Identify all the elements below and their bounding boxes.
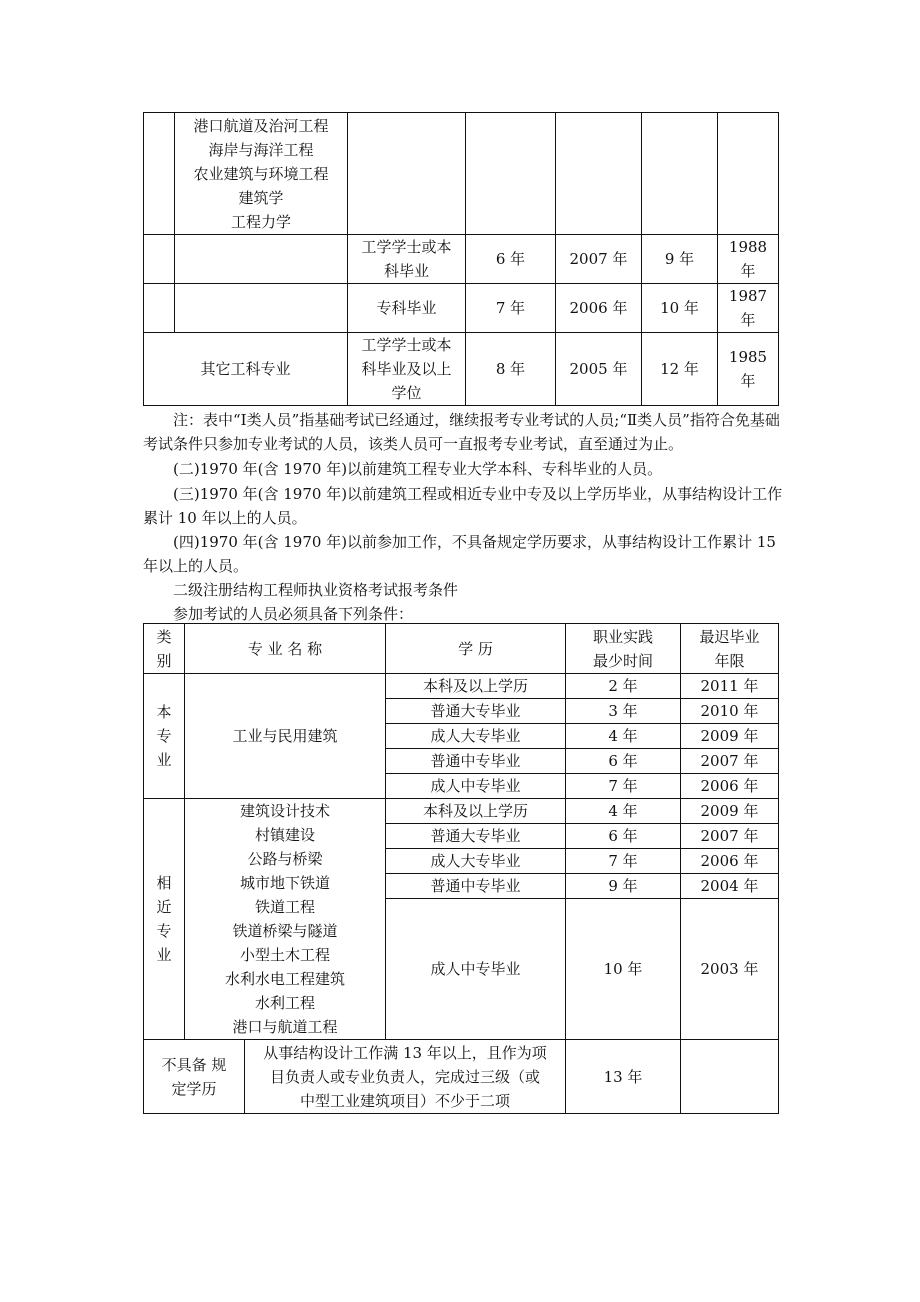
min-years-cell: 9 年 xyxy=(642,235,718,284)
header-education: 学 历 xyxy=(386,624,566,674)
latest-cell: 2009 年 xyxy=(681,799,779,824)
years-cell: 6 年 xyxy=(566,749,681,774)
table-cell xyxy=(175,284,348,333)
related-major-list: 建筑设计技术 村镇建设 公路与桥梁 城市地下铁道 铁道工程 铁道桥梁与隧道 小型土木工程 水利水电工程建筑 水利工程 港口与航道工程 xyxy=(185,799,386,1040)
education-cell: 成人中专毕业 xyxy=(386,774,566,799)
latest-cell: 2010 年 xyxy=(681,699,779,724)
table-row xyxy=(144,799,779,824)
paragraph-condition-3: (三)1970 年(含 1970 年)以前建筑工程或相近专业中专及以上学历毕业，从事结构设计工作累计 10 年以上的人员。 xyxy=(143,485,783,527)
years-cell: 10 年 xyxy=(566,899,681,1040)
header-practice-time: 职业实践 最少时间 xyxy=(566,624,681,674)
paragraph-condition-4: (四)1970 年(含 1970 年)以前参加工作，不具备规定学历要求，从事结构设计工作累计 15 年以上的人员。 xyxy=(143,533,776,575)
header-category: 类 别 xyxy=(144,624,185,674)
years-cell: 3 年 xyxy=(566,699,681,724)
graduation-cell: 2007 年 xyxy=(556,235,642,284)
education-cell: 普通大专毕业 xyxy=(386,699,566,724)
graduation-cell: 2005 年 xyxy=(556,333,642,406)
major-list: 港口航道及治河工程 海岸与海洋工程 农业建筑与环境工程 建筑学 工程力学 xyxy=(175,113,348,235)
education-cell: 普通中专毕业 xyxy=(386,874,566,899)
education-cell: 工学学士或本 科毕业及以上 学位 xyxy=(348,333,466,406)
table-first-class-requirements xyxy=(143,112,779,406)
since-cell: 1988 年 xyxy=(718,235,779,284)
since-cell: 1985 年 xyxy=(718,333,779,406)
education-cell: 专科毕业 xyxy=(348,284,466,333)
major-cell: 其它工科专业 xyxy=(144,333,348,406)
latest-cell: 2006 年 xyxy=(681,774,779,799)
header-major: 专 业 名 称 xyxy=(185,624,386,674)
years-cell: 2 年 xyxy=(566,674,681,699)
table-header-row xyxy=(144,624,779,674)
min-years-cell: 12 年 xyxy=(642,333,718,406)
years-cell: 9 年 xyxy=(566,874,681,899)
category-no-degree: 不具备 规 定学历 xyxy=(144,1040,245,1114)
years-cell: 8 年 xyxy=(466,333,556,406)
section-intro: 参加考试的人员必须具备下列条件： xyxy=(173,605,414,623)
table-cell xyxy=(348,113,466,235)
table-row xyxy=(144,113,779,235)
header-latest-graduation: 最迟毕业 年限 xyxy=(681,624,779,674)
table-cell xyxy=(642,113,718,235)
min-years-cell: 10 年 xyxy=(642,284,718,333)
years-cell: 7 年 xyxy=(566,849,681,874)
years-cell: 6 年 xyxy=(566,824,681,849)
table-cell xyxy=(144,284,175,333)
years-cell: 7 年 xyxy=(466,284,556,333)
table-note: 注：表中“Ⅰ类人员”指基础考试已经通过，继续报考专业考试的人员;“Ⅱ类人员”指符合免基础考试条件只参加专业考试的人员，该类人员可一直报考专业考试，直至通过为止。 xyxy=(143,411,780,453)
years-cell: 4 年 xyxy=(566,799,681,824)
latest-cell: 2009 年 xyxy=(681,724,779,749)
table-cell xyxy=(466,113,556,235)
table-row xyxy=(144,284,779,333)
paragraph-condition-2: (二)1970 年(含 1970 年)以前建筑工程专业大学本科、专科毕业的人员。 xyxy=(173,460,663,478)
table-row xyxy=(144,333,779,406)
experience-description: 从事结构设计工作满 13 年以上，且作为项 目负责人或专业负责人，完成过三级（或 中型工业建筑项目）不少于二项 xyxy=(245,1040,566,1114)
table-cell xyxy=(144,113,175,235)
category-own-major: 本 专 业 xyxy=(144,674,185,799)
years-cell: 7 年 xyxy=(566,774,681,799)
table-second-class-requirements xyxy=(143,623,779,1114)
table-row xyxy=(144,674,779,699)
education-cell: 本科及以上学历 xyxy=(386,674,566,699)
latest-cell xyxy=(681,1040,779,1114)
education-cell: 本科及以上学历 xyxy=(386,799,566,824)
education-cell: 成人中专毕业 xyxy=(386,899,566,1040)
education-cell: 成人大专毕业 xyxy=(386,849,566,874)
table-cell xyxy=(718,113,779,235)
latest-cell: 2006 年 xyxy=(681,849,779,874)
latest-cell: 2004 年 xyxy=(681,874,779,899)
latest-cell: 2007 年 xyxy=(681,749,779,774)
years-cell: 13 年 xyxy=(566,1040,681,1114)
education-cell: 成人大专毕业 xyxy=(386,724,566,749)
education-cell: 普通大专毕业 xyxy=(386,824,566,849)
table-cell xyxy=(556,113,642,235)
table-cell xyxy=(144,235,175,284)
education-cell: 工学学士或本 科毕业 xyxy=(348,235,466,284)
table-row xyxy=(144,1040,779,1114)
section-title: 二级注册结构工程师执业资格考试报考条件 xyxy=(173,581,459,599)
years-cell: 4 年 xyxy=(566,724,681,749)
latest-cell: 2011 年 xyxy=(681,674,779,699)
latest-cell: 2003 年 xyxy=(681,899,779,1040)
table-cell xyxy=(175,235,348,284)
years-cell: 6 年 xyxy=(466,235,556,284)
education-cell: 普通中专毕业 xyxy=(386,749,566,774)
table-row xyxy=(144,235,779,284)
since-cell: 1987 年 xyxy=(718,284,779,333)
graduation-cell: 2006 年 xyxy=(556,284,642,333)
latest-cell: 2007 年 xyxy=(681,824,779,849)
major-cell: 工业与民用建筑 xyxy=(185,674,386,799)
category-related-major: 相 近 专 业 xyxy=(144,799,185,1040)
